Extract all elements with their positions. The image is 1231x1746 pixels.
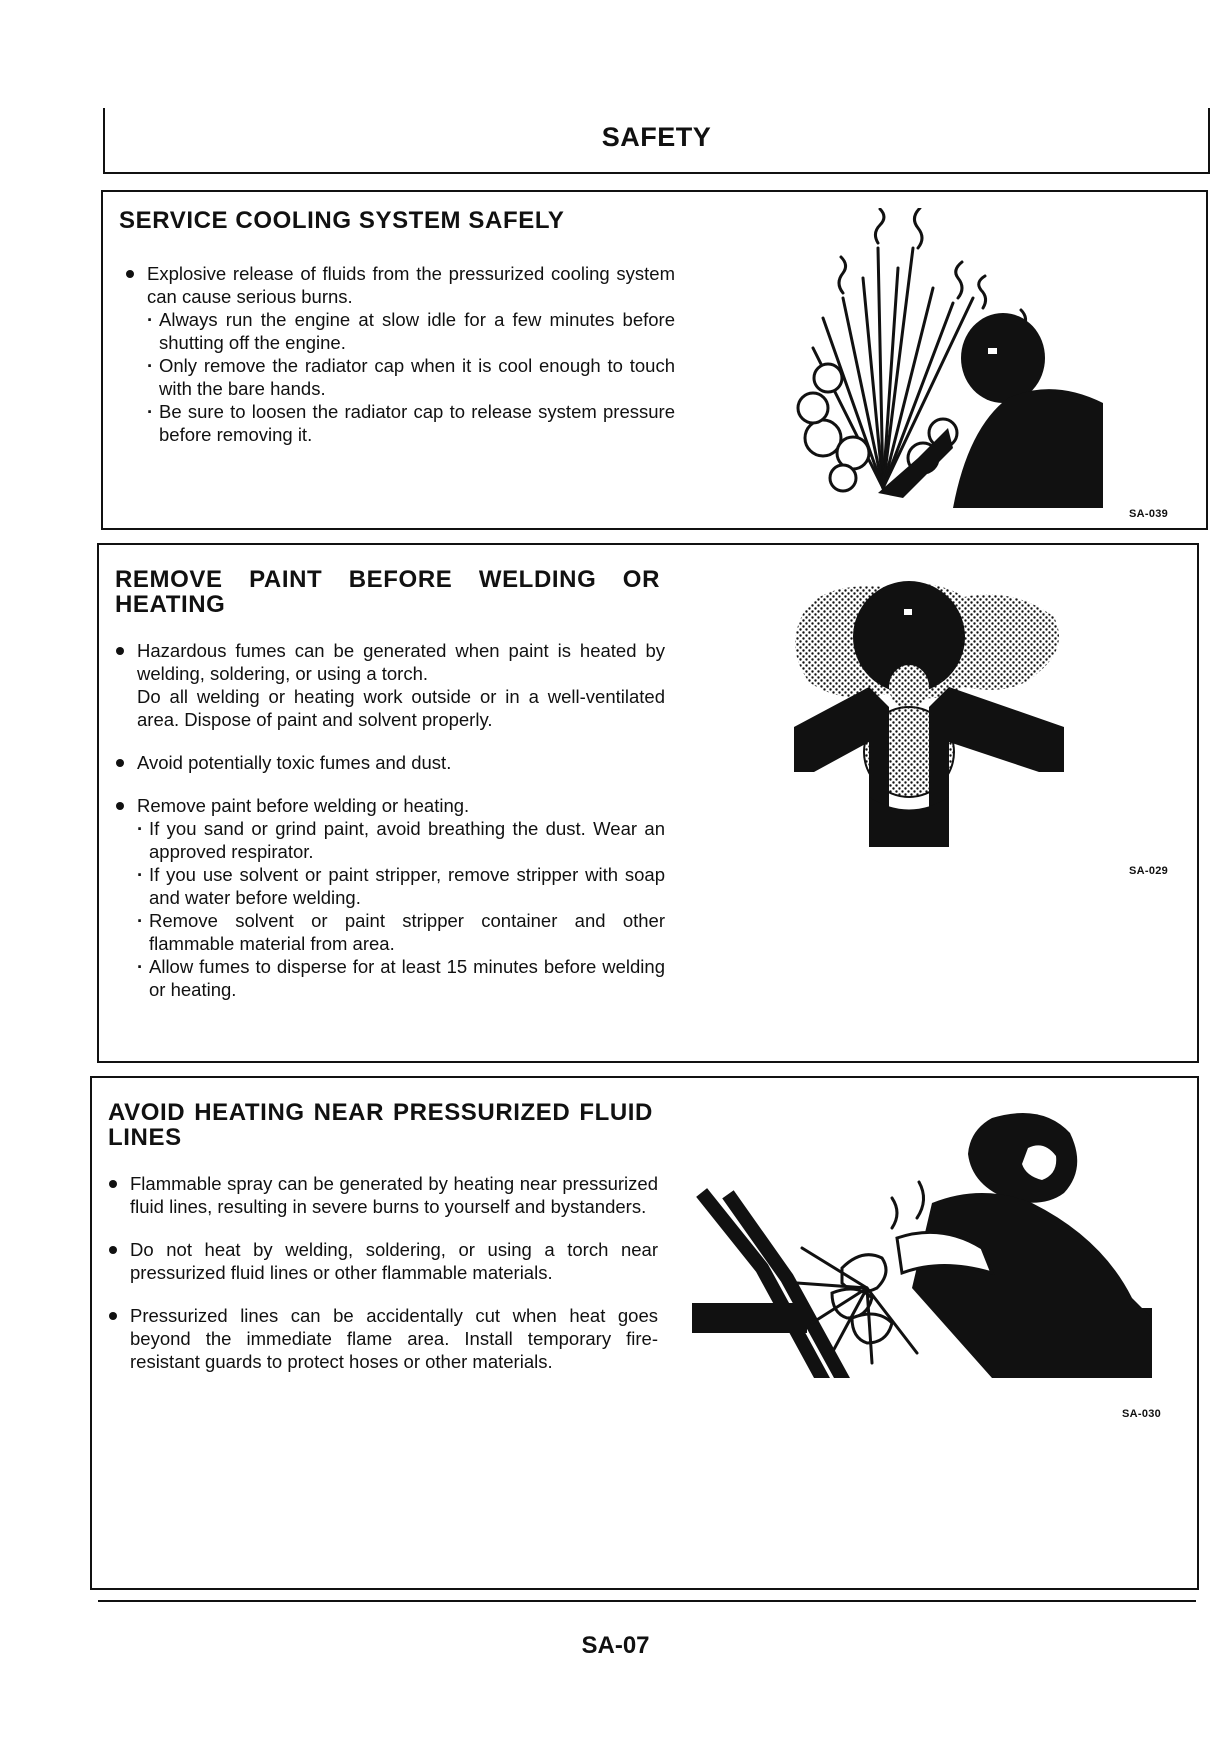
bullet-text: Pressurized lines can be accidentally cut when heat goes beyond the immediate flame area. Install temporary fire-resistant guards to protect hoses or other materials.	[130, 1305, 658, 1372]
steam-burst-icon	[783, 208, 1103, 508]
section-remove-paint	[97, 543, 1199, 1063]
bullet-text: Avoid potentially toxic fumes and dust.	[137, 752, 452, 773]
sub-item: · Be sure to loosen the radiator cap to release system pressure before removing it.	[147, 400, 675, 446]
page-header	[103, 108, 1210, 174]
sub-item: · Always run the engine at slow idle for a few minutes before shutting off the engine.	[147, 308, 675, 354]
welding-spray-icon	[692, 1108, 1152, 1378]
figure-code: SA-030	[1122, 1408, 1162, 1420]
sub-item: · Remove solvent or paint stripper container and other flammable material from area.	[137, 909, 665, 955]
bullet-item	[106, 1238, 658, 1284]
sub-item: · If you use solvent or paint stripper, remove stripper with soap and water before welding.	[137, 863, 665, 909]
figure-code: SA-039	[1129, 508, 1169, 520]
toxic-fumes-icon	[784, 577, 1074, 857]
bullet-list	[113, 639, 665, 1021]
bullet-text: Flammable spray can be generated by heating near pressurized fluid lines, resulting in severe burns to yourself and bystanders.	[130, 1173, 658, 1217]
sub-item: · Allow fumes to disperse for at least 15 minutes before welding or heating.	[137, 955, 665, 1001]
figure-code: SA-029	[1129, 865, 1169, 877]
bullet-item	[113, 794, 665, 1001]
bullet-item	[113, 751, 665, 774]
bullet-text: Do not heat by welding, soldering, or using a torch near pressurized fluid lines or other flammable materials.	[130, 1239, 658, 1283]
section-title: AVOID HEATING NEAR PRESSURIZED FLUID LINES	[108, 1099, 653, 1151]
bullet-text: Explosive release of fluids from the pressurized cooling system can cause serious burns.	[147, 263, 675, 307]
section-pressurized-lines	[90, 1076, 1199, 1590]
sub-item: · Only remove the radiator cap when it is cool enough to touch with the bare hands.	[147, 354, 675, 400]
bullet-item	[123, 262, 675, 446]
bullet-text: Remove paint before welding or heating.	[137, 795, 470, 816]
section-title: REMOVE PAINT BEFORE WELDING OR HEATING	[115, 566, 660, 618]
section-title: SERVICE COOLING SYSTEM SAFELY	[119, 207, 565, 234]
bullet-text: Hazardous fumes can be generated when paint is heated by welding, soldering, or using a torch.	[137, 640, 665, 684]
bullet-list	[106, 1172, 658, 1393]
bullet-item	[113, 639, 665, 731]
page-title: SAFETY	[601, 122, 712, 152]
bullet-item	[106, 1304, 658, 1373]
bullet-item	[106, 1172, 658, 1218]
bullet-list	[123, 262, 675, 466]
section-cooling-system	[101, 190, 1208, 530]
bottom-divider	[98, 1600, 1196, 1602]
bullet-extra: Do all welding or heating work outside or in a well-ventilated area. Dispose of paint and solvent properly.	[137, 686, 665, 730]
sub-item: · If you sand or grind paint, avoid breathing the dust. Wear an approved respirator.	[137, 817, 665, 863]
page-number: SA-07	[581, 1632, 650, 1659]
